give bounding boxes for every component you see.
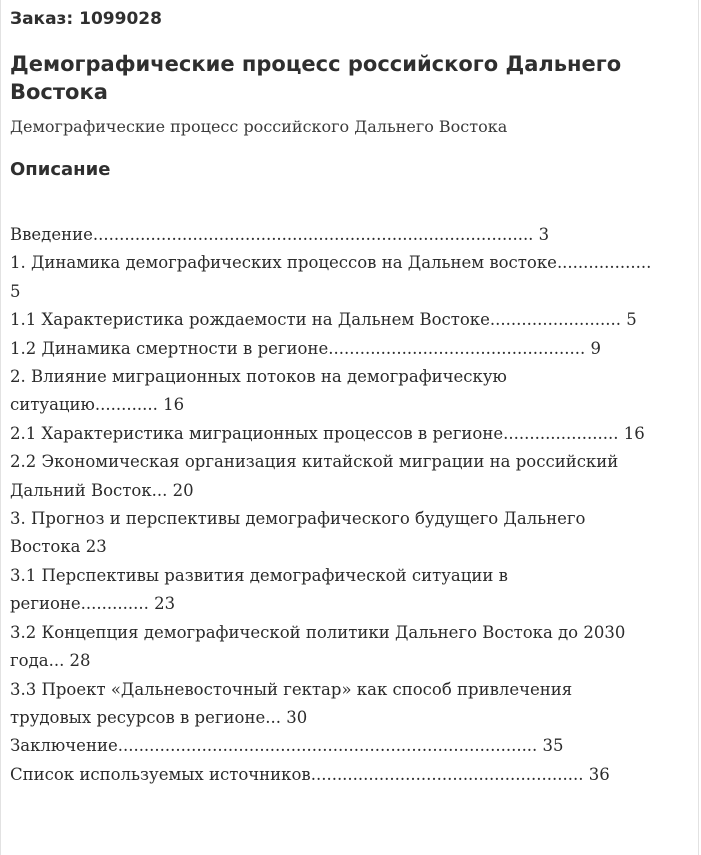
toc-line: 2.2 Экономическая организация китайской миграции на российский (10, 452, 619, 472)
toc-line: Введение.................................................................................... 3 (10, 225, 550, 244)
toc-line: 3.1 Перспективы развития демографической ситуации в (10, 565, 508, 585)
toc-line: регионе............. 23 (10, 594, 176, 614)
toc-line: Востока 23 (10, 537, 107, 557)
toc-line: года... 28 (10, 651, 91, 671)
toc-line: 1. Динамика демографических процессов на Дальнем востоке.................. (10, 253, 652, 273)
description-heading: Описание (10, 159, 111, 180)
toc-line: 3.2 Концепция демографической политики Дальнего Востока до 2030 (10, 622, 626, 642)
toc-line: Дальний Восток... 20 (10, 480, 194, 500)
page-title: Демографические процесс российского Дальнего Востока (10, 52, 622, 104)
toc-line: трудовых ресурсов в регионе... 30 (10, 707, 308, 727)
toc-line: 3. Прогноз и перспективы демографического будущего Дальнего (10, 509, 586, 529)
toc-line: 2.1 Характеристика миграционных процессов в регионе...................... 16 (10, 423, 645, 443)
toc-line: ситуацию............ 16 (10, 395, 185, 415)
order-number: Заказ: 1099028 (10, 9, 162, 29)
toc-line: Заключение................................................................................ 35 (10, 736, 564, 756)
page-subtitle: Демографические процесс российского Дальнего Востока (10, 117, 508, 136)
toc-line: 2. Влияние миграционных потоков на демографическую (10, 367, 507, 387)
table-of-contents (10, 221, 695, 789)
toc-line: Список используемых источников.................................................... 36 (10, 764, 610, 784)
toc-line: 5 (10, 281, 21, 301)
toc-line: 3.3 Проект «Дальневосточный гектар» как способ привлечения (10, 679, 573, 699)
toc-line: 1.1 Характеристика рождаемости на Дальнем Востоке......................... 5 (10, 310, 637, 330)
toc-line: 1.2 Динамика смертности в регионе................................................. 9 (10, 338, 601, 358)
